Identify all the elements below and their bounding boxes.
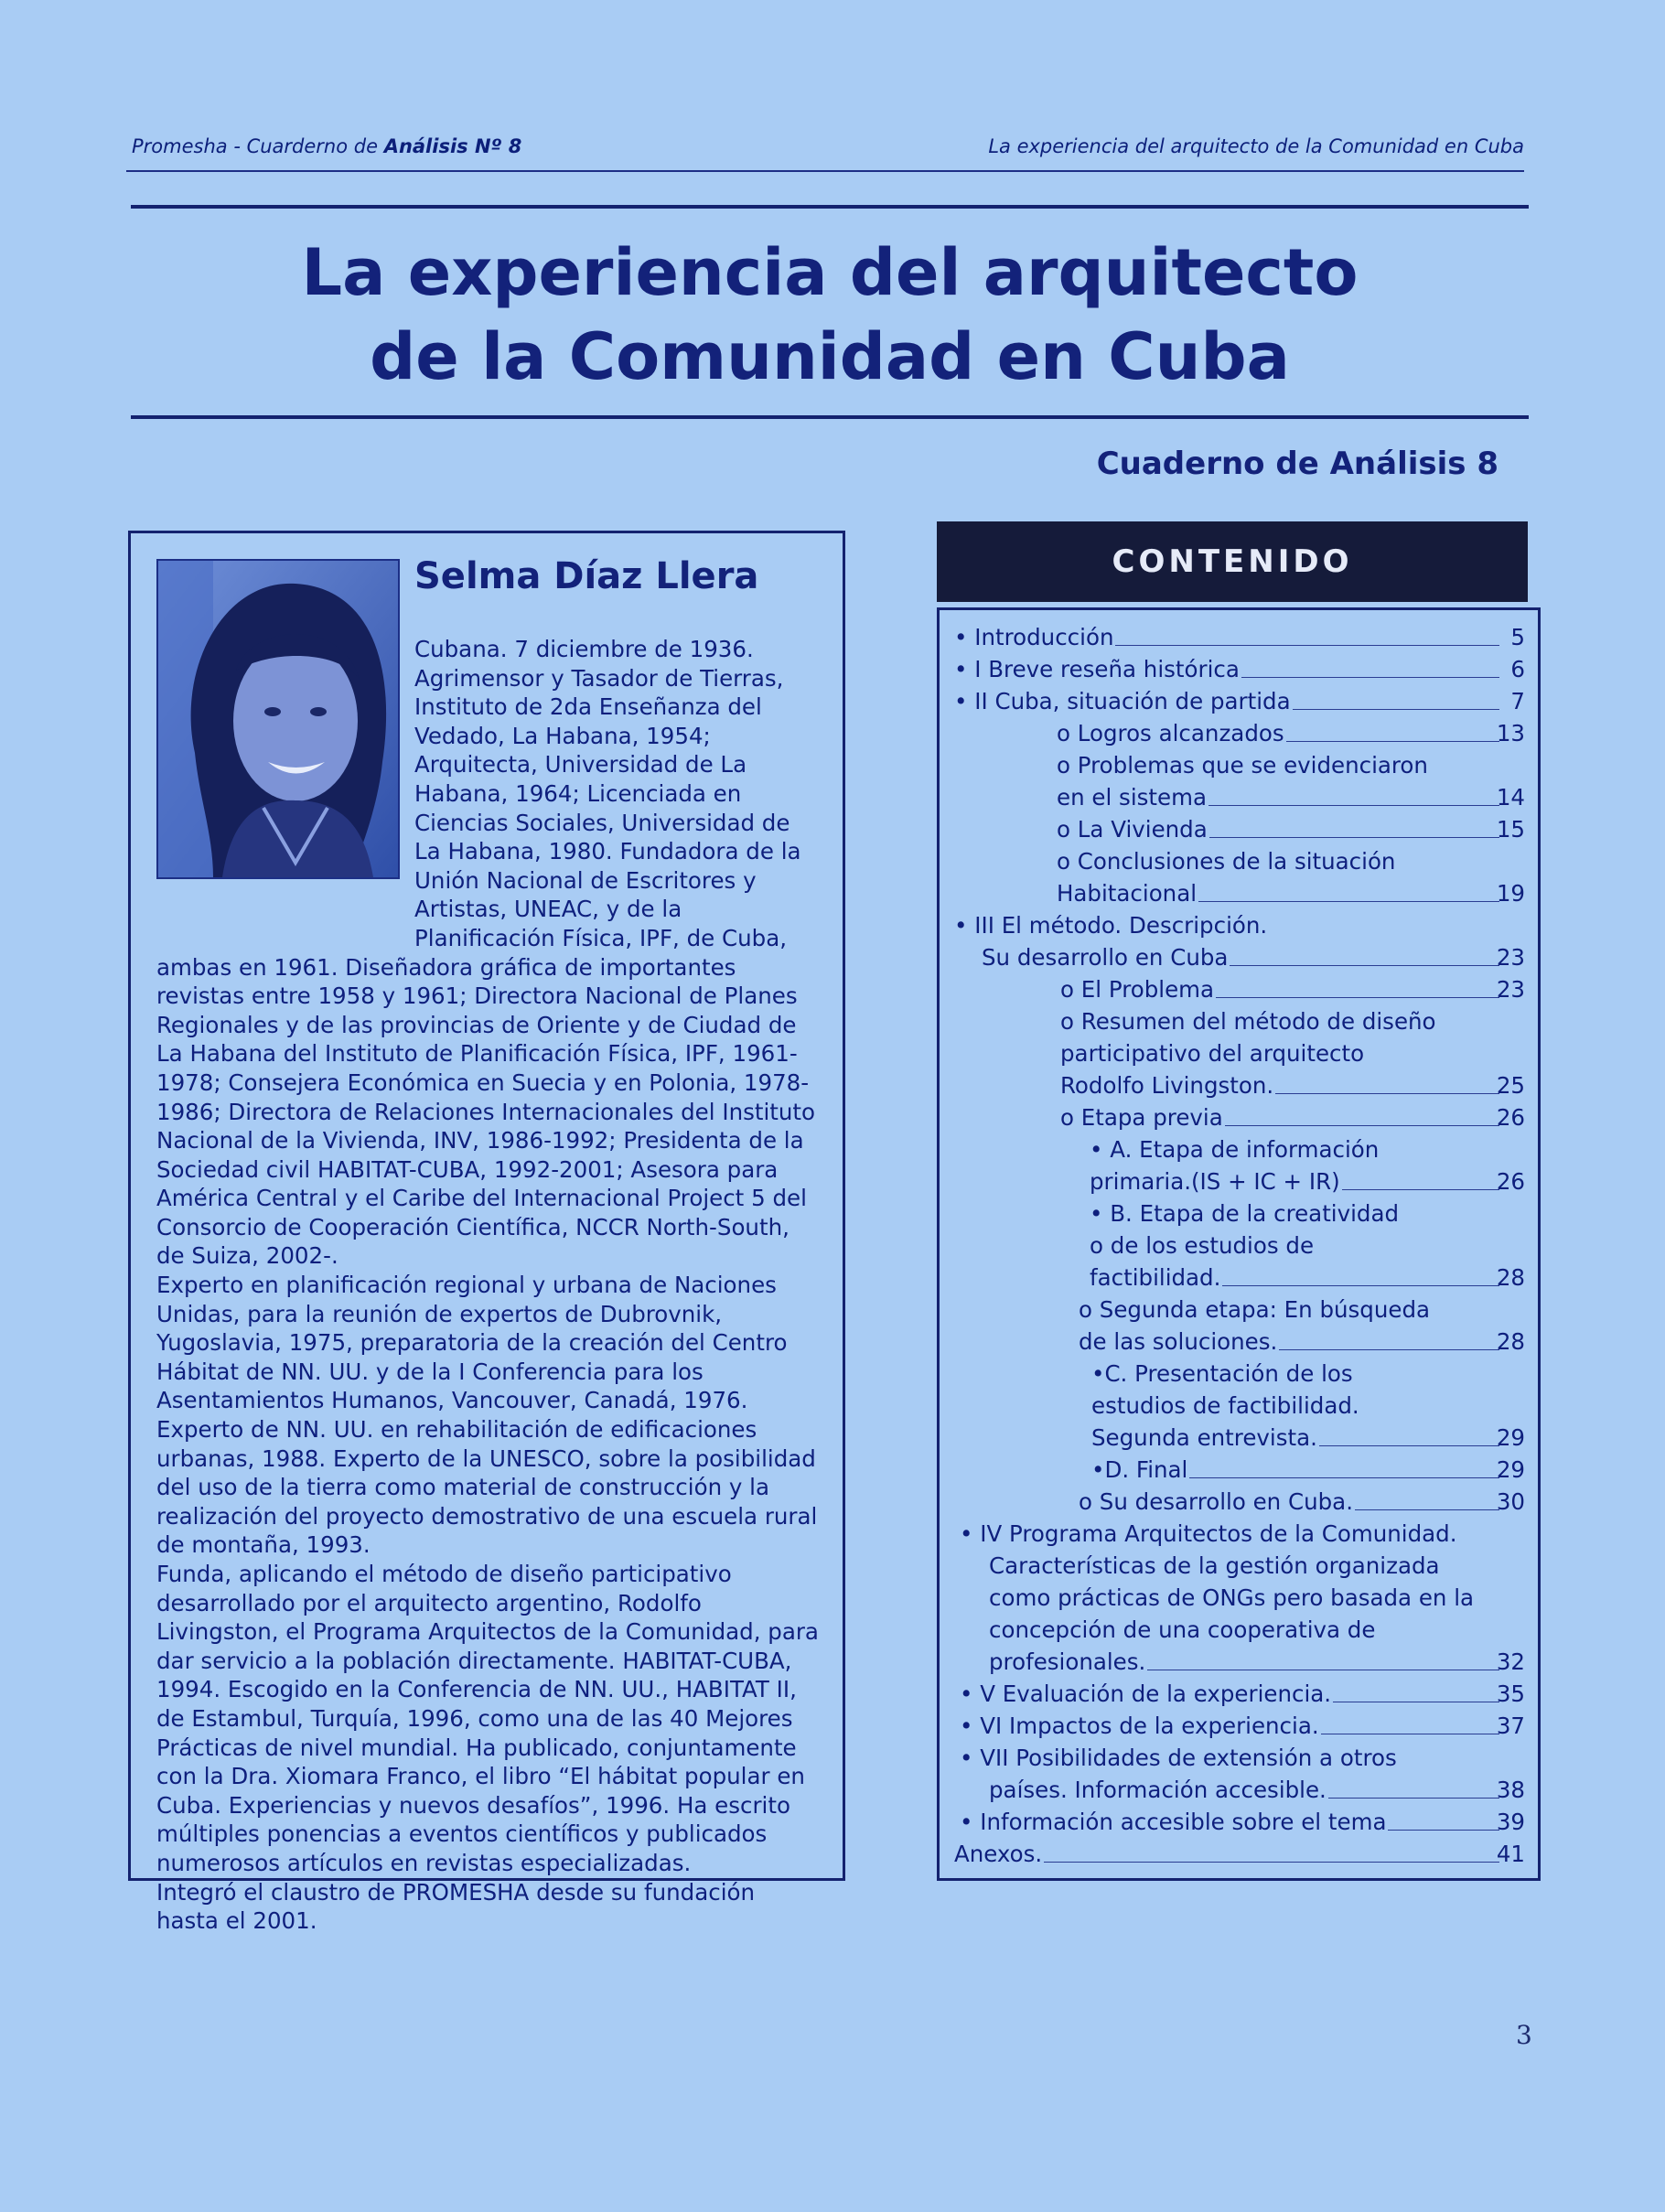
toc-entry-label: • III El método. Descripción. — [954, 912, 1268, 939]
toc-leader — [1208, 805, 1499, 806]
toc-entry-label: como prácticas de ONGs pero basada en la — [989, 1584, 1475, 1611]
header-rule — [126, 170, 1524, 172]
toc-entry-page: 19 — [1496, 880, 1525, 907]
toc-entry — [954, 973, 1525, 1005]
toc-entry-page: 32 — [1496, 1648, 1525, 1675]
toc-entry-page: 26 — [1496, 1168, 1525, 1195]
author-biography — [156, 635, 822, 1936]
toc-leader — [1275, 1093, 1499, 1094]
bio-paragraph: Cubana. 7 diciembre de 1936. Agrimensor y Tasador de Tierras, Instituto de 2da Enseñanza del Vedado, La Habana, 1954; Arquitecta, Universidad de La Habana, 1964; Licenciada en Ciencias Sociales, Universidad de La Habana, 1980. Fundadora de la Unión Nacional de Escritores y Artistas, UNEAC, y de la Planificación Física, IPF, de Cuba, ambas en 1961. Diseñadora gráfica de importantes revistas entre 1958 y 1961; Directora Nacional de Planes Regionales y de las provincias de Oriente y de Ciudad de La Habana del Instituto de Planificación Física, IPF, 1961-1978; Consejera Económica en Suecia y en Polonia, 1978-1986; Directora de Relaciones Internacionales del Instituto Nacional de la Vivienda, INV, 1986-1992; Presidenta de la Sociedad civil HABITAT-CUBA, 1992-2001; Asesora para América Central y el Caribe del Internacional Project 5 del Consorcio de Cooperación Científica, NCCR North-South, de Suiza, 2002-. — [156, 636, 815, 1270]
toc-leader — [1209, 837, 1499, 838]
toc-leader — [1198, 901, 1499, 902]
toc-leader — [1222, 1285, 1499, 1286]
toc-entry-page: 13 — [1496, 720, 1525, 746]
table-of-contents — [937, 607, 1541, 1881]
toc-entry — [954, 877, 1525, 909]
toc-entry — [954, 1454, 1525, 1486]
toc-entry-page: 28 — [1496, 1264, 1525, 1291]
toc-leader — [1230, 965, 1499, 966]
toc-entry-label: • IV Programa Arquitectos de la Comunidad. — [960, 1520, 1457, 1547]
running-header-left: Promesha - Cuarderno de Análisis Nº 8 — [132, 135, 522, 157]
toc-entry-label: o Conclusiones de la situación — [1057, 848, 1396, 875]
toc-entry-label: o Segunda etapa: En búsqueda — [1079, 1296, 1431, 1323]
toc-entry — [954, 1550, 1503, 1582]
toc-entry — [954, 1582, 1503, 1614]
toc-entry — [954, 685, 1525, 717]
toc-entry — [954, 1486, 1525, 1518]
toc-entry — [954, 653, 1525, 685]
toc-entry-page: 5 — [1510, 624, 1525, 650]
toc-entry-label: • II Cuba, situación de partida — [954, 688, 1291, 714]
toc-leader — [1286, 741, 1499, 742]
toc-entry-label: profesionales. — [989, 1648, 1146, 1675]
toc-leader — [1189, 1477, 1499, 1478]
toc-entry — [954, 1165, 1525, 1197]
toc-entry — [954, 1390, 1503, 1422]
toc-entry-label: •D. Final — [1091, 1456, 1188, 1483]
toc-entry — [954, 1069, 1525, 1101]
toc-entry — [954, 1614, 1503, 1646]
running-header-right: La experiencia del arquitecto de la Comunidad en Cuba — [988, 135, 1524, 157]
toc-entry-page: 35 — [1496, 1680, 1525, 1707]
toc-entry — [954, 1518, 1503, 1550]
toc-entry — [954, 1710, 1525, 1742]
toc-entry — [954, 1742, 1503, 1774]
toc-entry-label: Habitacional — [1057, 880, 1198, 907]
bio-paragraph: Experto en planificación regional y urbana de Naciones Unidas, para la reunión de expertos de Dubrovnik, Yugoslavia, 1975, preparatoria de la creación del Centro Hábitat de NN. UU. y de la I Conferencia para los Asentamientos Humanos, Vancouver, Canadá, 1976. Experto de NN. UU. en rehabilitación de edificaciones urbanas, 1988. Experto de la UNESCO, sobre la posibilidad del uso de la tierra como material de construcción y la realización del proyecto demostrativo de una escuela rural de montaña, 1993. — [156, 1272, 818, 1559]
toc-entry — [954, 1005, 1503, 1037]
running-header-issue: Análisis Nº 8 — [383, 135, 522, 157]
toc-entry-label: • VII Posibilidades de extensión a otros — [960, 1745, 1397, 1771]
toc-entry — [954, 813, 1525, 845]
toc-entry-label: Rodolfo Livingston. — [1060, 1072, 1274, 1099]
toc-entry — [954, 941, 1525, 973]
toc-entry-label: • VI Impactos de la experiencia. — [960, 1713, 1319, 1739]
toc-entry-page: 26 — [1496, 1104, 1525, 1131]
toc-entry-label: o Resumen del método de diseño — [1060, 1008, 1436, 1035]
toc-entry-page: 25 — [1496, 1072, 1525, 1099]
toc-entry — [954, 1422, 1525, 1454]
toc-entry — [954, 909, 1503, 941]
toc-entry — [954, 1197, 1503, 1229]
toc-entry-page: 23 — [1496, 976, 1525, 1003]
toc-entry-label: o La Vivienda — [1057, 816, 1208, 843]
toc-entry-page: 30 — [1496, 1488, 1525, 1515]
toc-entry-page: 39 — [1496, 1809, 1525, 1835]
toc-entry-label: estudios de factibilidad. — [1091, 1392, 1359, 1419]
toc-entry-label: factibilidad. — [1090, 1264, 1221, 1291]
bio-paragraph: Funda, aplicando el método de diseño participativo desarrollado por el arquitecto argentino, Rodolfo Livingston, el Programa Arquitectos de la Comunidad, para dar servicio a la población directamente. HABITAT-CUBA, 1994. Escogido en la Conferencia de NN. UU., HABITAT II, de Estambul, Turquía, 1996, como una de las 40 Mejores Prácticas de nivel mundial. Ha publicado, conjuntamente con la Dra. Xiomara Franco, el libro “El hábitat popular en Cuba. Experiencias y nuevos desafíos”, 1996. Ha escrito múltiples ponencias a eventos científicos y publicados numerosos artículos en revistas especializadas. — [156, 1561, 819, 1876]
toc-entry-label: Segunda entrevista. — [1091, 1424, 1317, 1451]
toc-entry-label: • Introducción — [954, 624, 1114, 650]
toc-entry-page: 7 — [1510, 688, 1525, 714]
toc-entry-page: 23 — [1496, 944, 1525, 971]
toc-entry — [954, 1838, 1525, 1870]
toc-leader — [1355, 1509, 1499, 1510]
toc-entry — [954, 1262, 1525, 1294]
toc-entry-label: de las soluciones. — [1079, 1328, 1278, 1355]
toc-entry-label: Su desarrollo en Cuba — [982, 944, 1229, 971]
toc-entry-label: o de los estudios de — [1090, 1232, 1315, 1259]
toc-leader — [1388, 1830, 1499, 1831]
toc-leader — [1293, 709, 1499, 710]
toc-entry-label: • A. Etapa de información — [1090, 1136, 1380, 1163]
toc-entry-page: 6 — [1510, 656, 1525, 682]
toc-entry — [954, 1133, 1503, 1165]
toc-entry — [954, 1358, 1503, 1390]
toc-entry-page: 29 — [1496, 1424, 1525, 1451]
toc-entry-label: o Problemas que se evidenciaron — [1057, 752, 1428, 778]
author-name: Selma Díaz Llera — [414, 555, 759, 597]
toc-entry-page: 37 — [1496, 1713, 1525, 1739]
toc-entry — [954, 1646, 1525, 1678]
toc-entry-label: países. Información accesible. — [989, 1777, 1327, 1803]
toc-entry-page: 15 — [1496, 816, 1525, 843]
toc-entry-page: 29 — [1496, 1456, 1525, 1483]
title-rule-top — [131, 205, 1529, 209]
title-line-2: de la Comunidad en Cuba — [370, 319, 1290, 394]
toc-entry-label: en el sistema — [1057, 784, 1207, 811]
toc-entry — [954, 845, 1503, 877]
toc-entry — [954, 717, 1525, 749]
contents-heading: CONTENIDO — [937, 521, 1528, 602]
toc-entry-label: • B. Etapa de la creatividad — [1090, 1200, 1400, 1227]
bio-paragraph: Integró el claustro de PROMESHA desde su fundación hasta el 2001. — [156, 1878, 756, 1935]
toc-entry — [954, 781, 1525, 813]
toc-entry — [954, 1037, 1503, 1069]
toc-leader — [1044, 1862, 1499, 1863]
toc-entry-label: • I Breve reseña histórica — [954, 656, 1240, 682]
toc-entry-label: •C. Presentación de los — [1091, 1360, 1353, 1387]
running-header — [126, 135, 1524, 172]
toc-entry-label: o El Problema — [1060, 976, 1215, 1003]
toc-entry-page: 28 — [1496, 1328, 1525, 1355]
toc-entry — [954, 1806, 1525, 1838]
page-title — [131, 231, 1529, 399]
toc-entry-label: o Etapa previa — [1060, 1104, 1223, 1131]
toc-leader — [1328, 1798, 1499, 1799]
toc-entry-label: • V Evaluación de la experiencia. — [960, 1680, 1332, 1707]
toc-leader — [1115, 645, 1499, 646]
author-box — [128, 531, 845, 1935]
toc-entry-label: concepción de una cooperativa de — [989, 1616, 1376, 1643]
toc-entry — [954, 1326, 1525, 1358]
toc-entry — [954, 1774, 1525, 1806]
toc-leader — [1241, 677, 1499, 678]
toc-entry — [954, 1678, 1525, 1710]
toc-entry-page: 14 — [1496, 784, 1525, 811]
toc-entry-label: Características de la gestión organizada — [989, 1552, 1440, 1579]
page-number: 3 — [1516, 2020, 1532, 2050]
toc-entry-label: o Su desarrollo en Cuba. — [1079, 1488, 1353, 1515]
toc-leader — [1225, 1125, 1499, 1126]
toc-leader — [1319, 1445, 1499, 1446]
toc-entry-label: participativo del arquitecto — [1060, 1040, 1365, 1067]
toc-entry — [954, 621, 1525, 653]
toc-entry-label: o Logros alcanzados — [1057, 720, 1284, 746]
toc-entry-page: 38 — [1496, 1777, 1525, 1803]
toc-list — [954, 621, 1525, 1870]
toc-entry — [954, 749, 1503, 781]
toc-entry — [954, 1101, 1525, 1133]
series-subtitle: Cuaderno de Análisis 8 — [1096, 446, 1498, 482]
title-line-1: La experiencia del arquitecto — [301, 235, 1359, 310]
toc-entry-label: • Información accesible sobre el tema — [960, 1809, 1387, 1835]
title-rule-bottom — [131, 415, 1529, 419]
toc-entry-label: primaria.(IS + IC + IR) — [1090, 1168, 1340, 1195]
toc-entry-label: Anexos. — [954, 1841, 1043, 1867]
toc-entry — [954, 1294, 1503, 1326]
toc-entry — [954, 1229, 1503, 1262]
toc-leader — [1279, 1349, 1499, 1350]
toc-entry-page: 41 — [1496, 1841, 1525, 1867]
toc-leader — [1342, 1189, 1499, 1190]
toc-leader — [1216, 997, 1499, 998]
